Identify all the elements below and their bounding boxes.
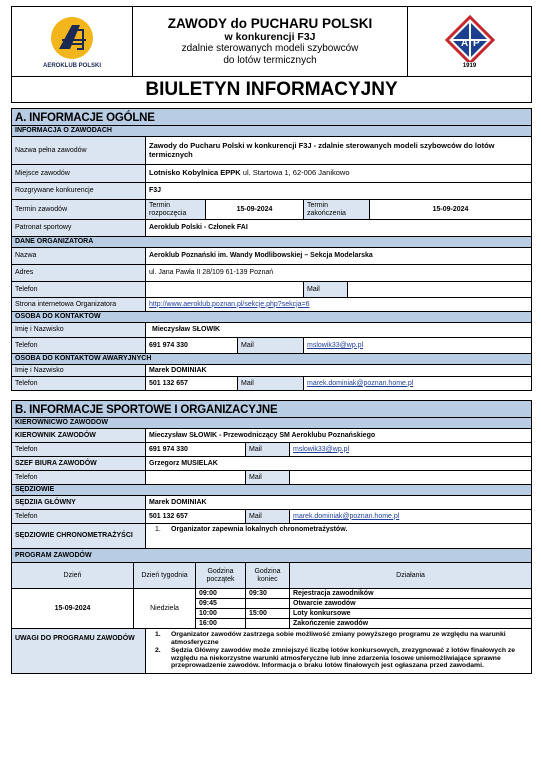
- org-mail-label: Mail: [304, 282, 348, 298]
- chief-phone-label: Telefon: [12, 510, 146, 524]
- start-label: Termin rozpoczęcia: [146, 200, 206, 220]
- program-end: 15:00: [246, 609, 290, 619]
- contact-mail-label: Mail: [238, 338, 304, 354]
- chief-phone-value: 501 132 657: [146, 510, 246, 524]
- section-a-table: [11, 108, 532, 391]
- class-label: Rozgrywane konkurencje: [12, 183, 146, 200]
- program-action: Otwarcie zawodów: [290, 599, 532, 609]
- section-b-title: B. INFORMACJE SPORTOWE I ORGANIZACYJNE: [12, 401, 532, 418]
- contact-name-label: Imię i Nazwisko: [12, 323, 146, 338]
- chief-judge-value: Marek DOMINIAK: [146, 496, 532, 510]
- remark-num: 2.: [155, 647, 161, 655]
- program-start: 10:00: [196, 609, 246, 619]
- col-action: Działania: [290, 563, 532, 589]
- emergency-header: OSOBA DO KONTAKTÓW AWARYJNYCH: [12, 354, 532, 365]
- remark-item: [149, 631, 528, 646]
- org-address-value: ul. Jana Pawła II 28/109 61-139 Poznań: [146, 265, 532, 282]
- emergency-name-label: Imię i Nazwisko: [12, 365, 146, 377]
- program-start: 16:00: [196, 619, 246, 629]
- end-label: Termin zakończenia: [304, 200, 370, 220]
- timers-label: SĘDZIOWIE CHRONOMETRAŻYŚCI: [12, 524, 146, 549]
- emergency-phone-label: Telefon: [12, 377, 146, 391]
- director-label: KIEROWNIK ZAWODÓW: [12, 429, 146, 443]
- end-date: 15-09-2024: [370, 200, 532, 220]
- place-address: ul. Startowa 1, 62-006 Janikowo: [240, 168, 350, 178]
- director-phone-label: Telefon: [12, 443, 146, 457]
- director-phone-value: 691 974 330: [146, 443, 246, 457]
- org-address-label: Adres: [12, 265, 146, 282]
- title-line-4: do lotów termicznych: [223, 54, 317, 66]
- emergency-name-value: Marek DOMINIAK: [146, 365, 532, 377]
- remark-text: Sędzia Główny zawodów może zmniejszyć liczbę lotów konkursowych, zrezygnować z lotów finałowych ze względu na niekorzystne warunki atmosferyczne lub inne zdarzenia losowe uniemożliwiające sprawne przeprowadzenie zawodów. Informacja o braku lotów finałowych jest ogłaszana przed zawodami.: [171, 647, 516, 670]
- program-weekday: Niedziela: [134, 589, 196, 629]
- svg-text:P: P: [472, 37, 480, 49]
- program-action: Zakończenie zawodów: [290, 619, 532, 629]
- contact-mail-cell: [304, 338, 532, 354]
- program-row: [12, 589, 532, 599]
- chief-mail-link[interactable]: marek.dominiak@poznan.home.pl: [293, 512, 400, 520]
- col-day: Dzień: [12, 563, 134, 589]
- header-table: [11, 6, 532, 103]
- office-phone-label: Telefon: [12, 471, 146, 485]
- office-mail-value: [290, 471, 532, 485]
- contact-name-value: Mieczysław SŁOWIK: [146, 323, 532, 338]
- emergency-mail-cell: [304, 377, 532, 391]
- contact-phone-label: Telefon: [12, 338, 146, 354]
- org-mail-value: [348, 282, 532, 298]
- contact-header: OSOBA DO KONTAKTÓW: [12, 312, 532, 323]
- remark-text: Organizator zawodów zastrzega sobie możliwość zmiany powyższego programu ze względu na warunki atmosferyczne: [171, 631, 506, 646]
- title-line-3: zdalnie sterowanych modeli szybowców: [181, 43, 359, 55]
- patron-label: Patronat sportowy: [12, 220, 146, 237]
- www-cell: [146, 298, 532, 312]
- full-name-label: Nazwa pełna zawodów: [12, 137, 146, 165]
- director-mail-cell: [290, 443, 532, 457]
- aeroklub-logo-icon: [50, 16, 94, 60]
- page: [11, 6, 531, 674]
- program-action: Rejestracja zawodników: [290, 589, 532, 599]
- program-end: [246, 619, 290, 629]
- remarks-label: UWAGI DO PROGRAMU ZAWODÓW: [12, 629, 146, 674]
- emergency-phone-value: 501 132 657: [146, 377, 238, 391]
- office-phone-value: [146, 471, 246, 485]
- program-action: Loty konkursowe: [290, 609, 532, 619]
- org-name-value: Aeroklub Poznański im. Wandy Modlibowskiej – Sekcja Modelarska: [146, 248, 532, 265]
- timers-cell: [146, 524, 532, 549]
- office-mail-label: Mail: [246, 471, 290, 485]
- emergency-mail-link[interactable]: marek.dominiak@poznan.home.pl: [307, 379, 414, 387]
- class-value: F3J: [146, 183, 532, 200]
- full-name-value: Zawody do Pucharu Polski w konkurencji F3J - zdalnie sterowanych modeli szybowców do lotów termicznych: [146, 137, 532, 165]
- title-line-2: w konkurencji F3J: [224, 30, 316, 43]
- judges-header: SĘDZIOWIE: [12, 485, 532, 496]
- office-value: Grzegorz MUSIELAK: [146, 457, 532, 471]
- org-name-label: Nazwa: [12, 248, 146, 265]
- org-phone-value: [146, 282, 304, 298]
- timers-num: 1.: [155, 526, 161, 533]
- program-end: 09:30: [246, 589, 290, 599]
- col-end: Godzina koniec: [246, 563, 290, 589]
- org-phone-label: Telefon: [12, 282, 146, 298]
- www-label: Strona internetowa Organizatora: [12, 298, 146, 312]
- director-mail-link[interactable]: mslowik33@wp.pl: [293, 445, 350, 453]
- contact-mail-link[interactable]: mslowik33@wp.pl: [307, 341, 364, 349]
- title-line-1: ZAWODY do PUCHARU POLSKI: [167, 15, 373, 31]
- org-header: DANE ORGANIZATORA: [12, 237, 532, 248]
- chief-mail-label: Mail: [246, 510, 290, 524]
- office-label: SZEF BIURA ZAWODÓW: [12, 457, 146, 471]
- date-label: Termin zawodów: [12, 200, 146, 220]
- svg-text:A: A: [460, 37, 468, 49]
- bulletin-title: BIULETYN INFORMACYJNY: [12, 77, 532, 103]
- remark-item: [149, 647, 528, 670]
- program-end: [246, 599, 290, 609]
- col-weekday: Dzień tygodnia: [134, 563, 196, 589]
- remark-num: 1.: [155, 631, 161, 638]
- section-a-title: A. INFORMACJE OGÓLNE: [12, 109, 532, 126]
- program-start: 09:45: [196, 599, 246, 609]
- patron-value: Aeroklub Polski - Członek FAI: [146, 220, 532, 237]
- program-start: 09:00: [196, 589, 246, 599]
- badge-cell: [408, 7, 532, 77]
- emergency-mail-label: Mail: [238, 377, 304, 391]
- timers-value: Organizator zapewnia lokalnych chronometrażystów.: [171, 526, 348, 533]
- mgmt-header: KIEROWNICWO ZAWODÓW: [12, 418, 532, 429]
- program-header: PROGRAM ZAWODÓW: [12, 549, 532, 563]
- info-header: INFORMACJA O ZAWODACH: [12, 126, 532, 137]
- start-date: 15-09-2024: [206, 200, 304, 220]
- chief-mail-cell: [290, 510, 532, 524]
- place-label: Miejsce zawodów: [12, 165, 146, 183]
- title-cell: [133, 7, 408, 77]
- aeroklub-logo-cell: [12, 7, 133, 77]
- director-value: Mieczysław SŁOWIK - Przewodniczący SM Aeroklubu Poznańskiego: [146, 429, 532, 443]
- col-start: Godzina początek: [196, 563, 246, 589]
- remarks-cell: [146, 629, 532, 674]
- chief-judge-label: SĘDZIIA GŁÓWNY: [12, 496, 146, 510]
- place-value: [146, 165, 532, 183]
- program-date: 15-09-2024: [12, 589, 134, 629]
- contact-phone-value: 691 974 330: [146, 338, 238, 354]
- section-b-table: [11, 400, 532, 674]
- badge-year: 1919: [462, 62, 477, 69]
- www-link[interactable]: http://www.aeroklub.poznan.pl/sekcje.php?sekcja=6: [149, 300, 310, 308]
- logo-text: AEROKLUB POLSKI: [42, 62, 101, 69]
- place-name: Lotnisko Kobylnica EPPK: [149, 168, 241, 178]
- director-mail-label: Mail: [246, 443, 290, 457]
